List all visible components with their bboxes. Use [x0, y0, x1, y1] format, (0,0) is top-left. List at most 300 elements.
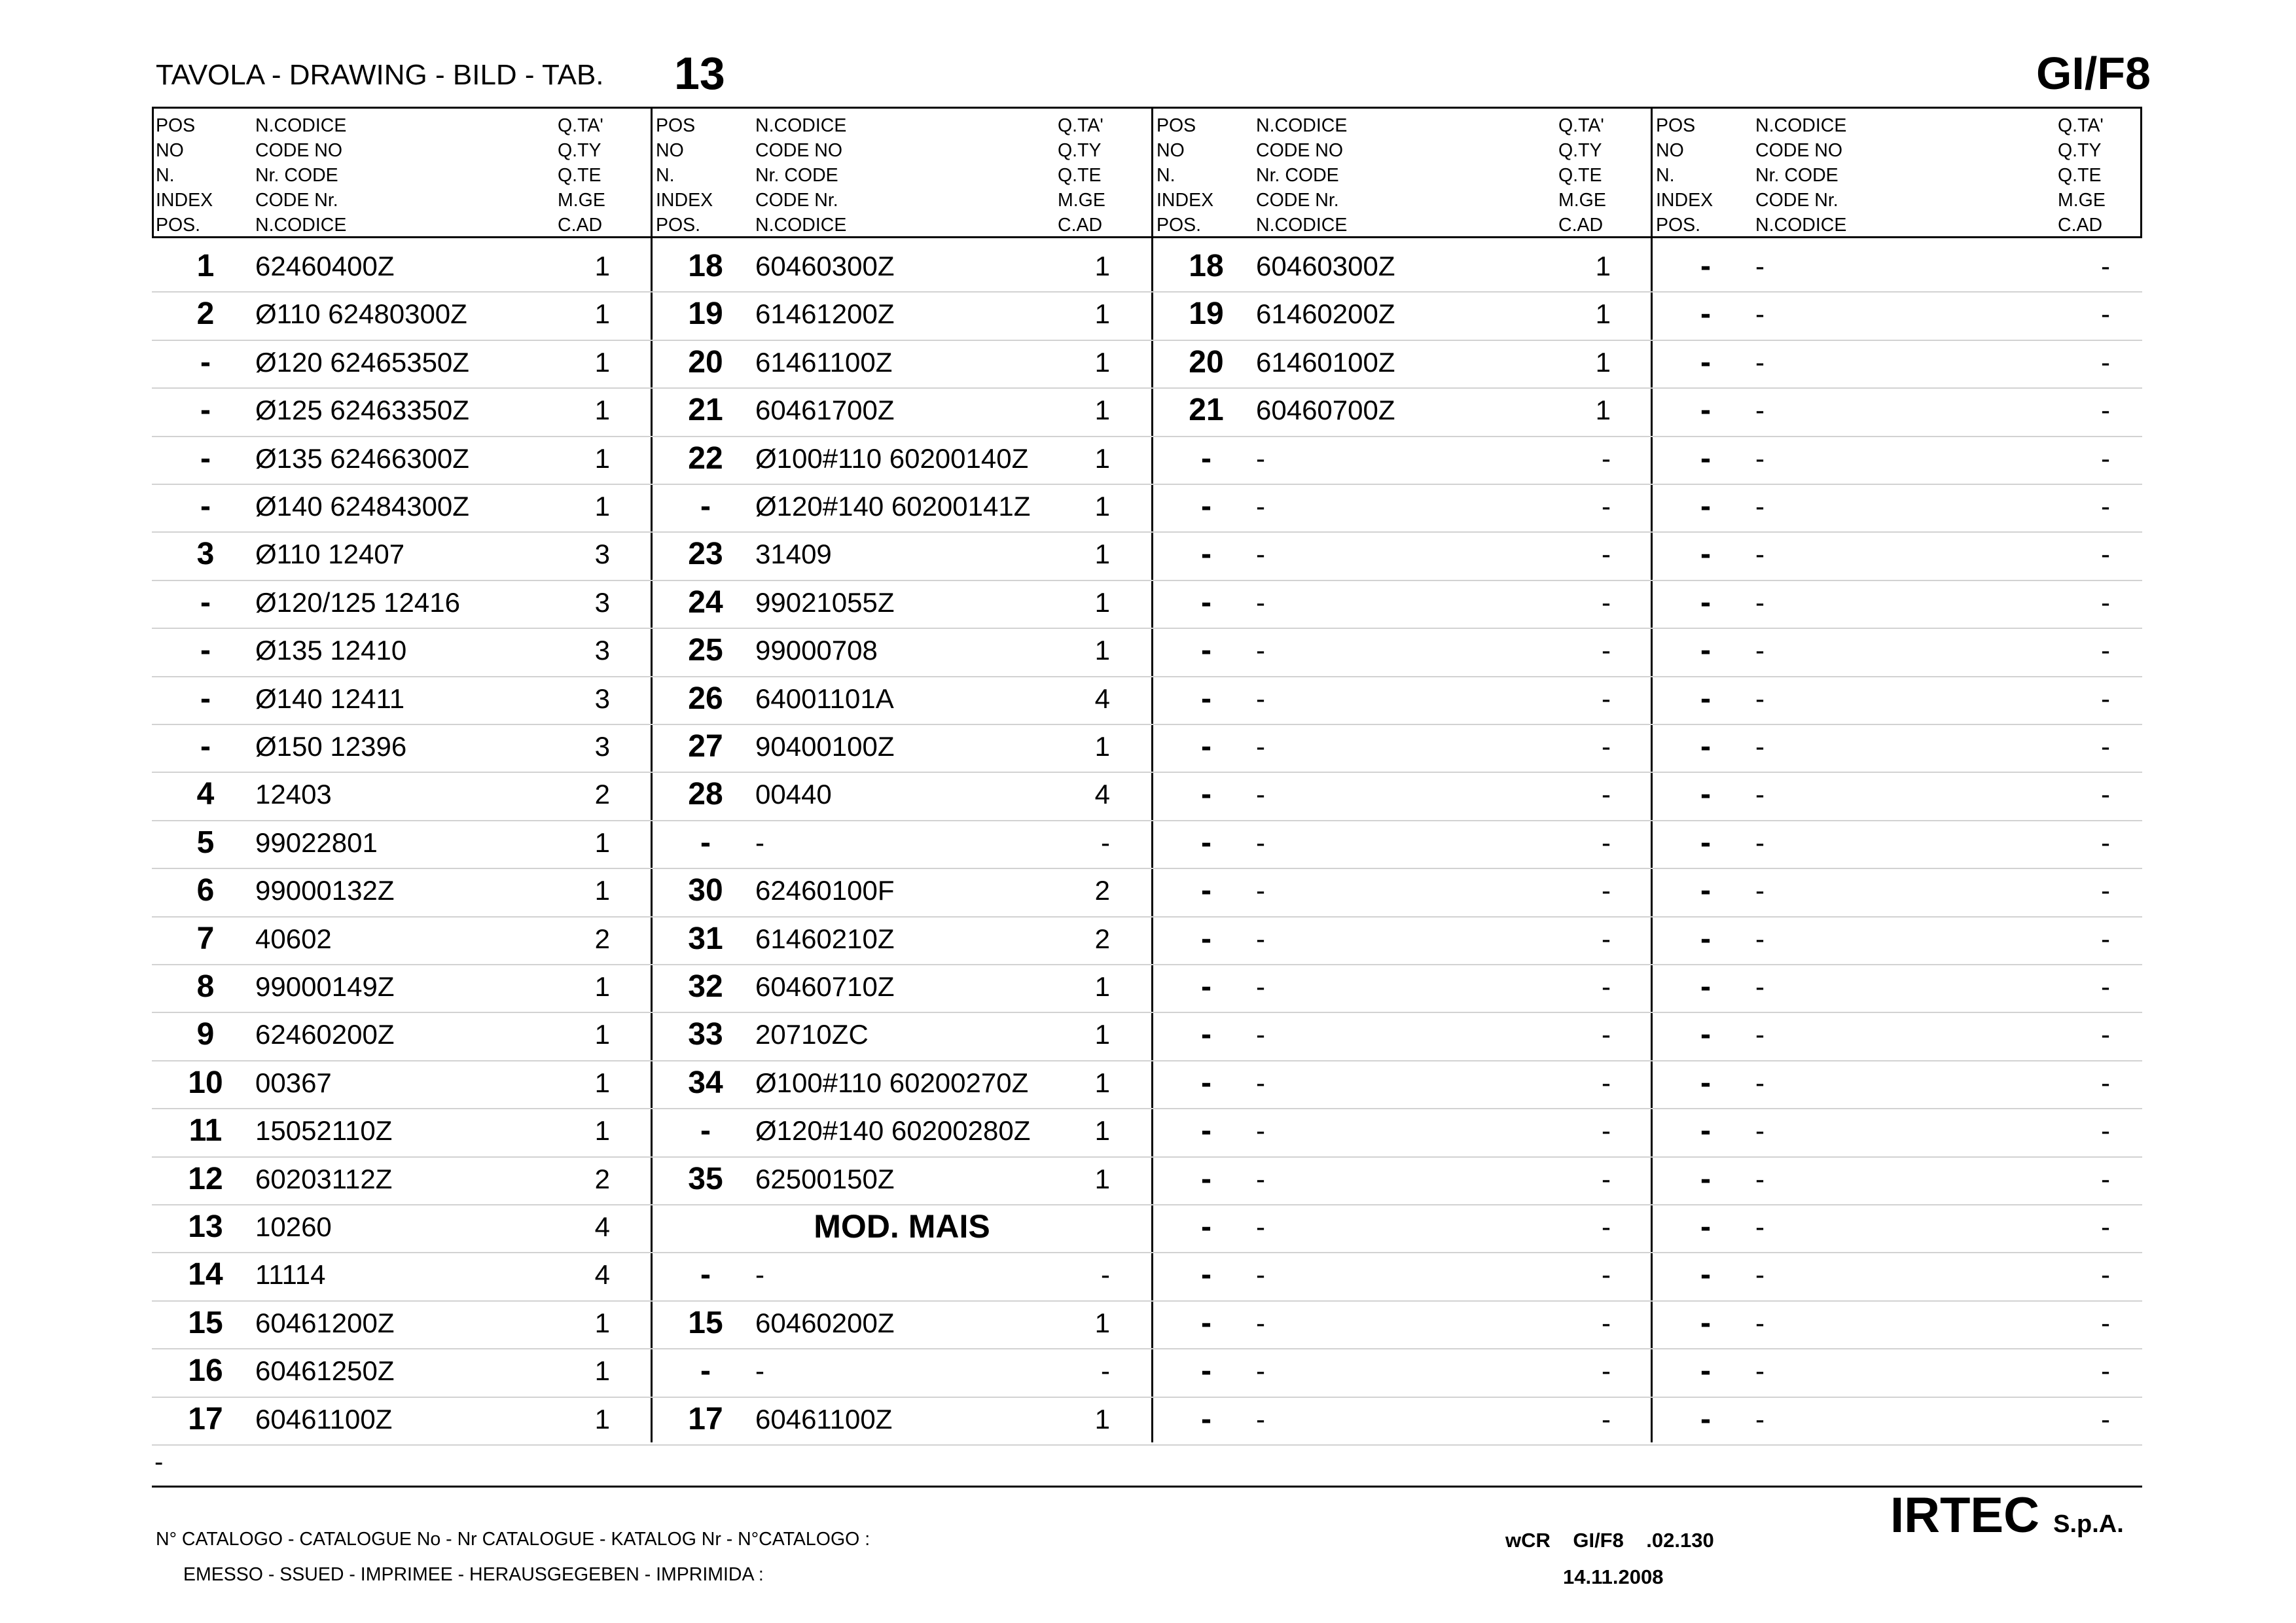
header-qty-label: Q.TE	[558, 165, 601, 186]
part-code: -	[1755, 1019, 1765, 1050]
part-code: 60461250Z	[255, 1355, 395, 1387]
position-number: 12	[188, 1161, 223, 1196]
position-number: 19	[1189, 296, 1224, 332]
header-code-label: N.CODICE	[1256, 115, 1348, 136]
header-code-labels	[1256, 113, 1347, 238]
part-code: -	[1256, 1355, 1265, 1387]
part-code: -	[755, 1355, 764, 1387]
header-qty-label: Q.TA'	[2058, 115, 2104, 136]
quantity: 1	[1094, 1163, 1110, 1194]
part-code: -	[1755, 251, 1765, 281]
part-code: -	[1755, 875, 1765, 906]
header-code-label: N.CODICE	[755, 115, 847, 136]
quantity: 1	[1595, 298, 1611, 330]
quantity: -	[2101, 1019, 2110, 1050]
header-pos-label: POS	[1656, 115, 1696, 136]
header-pos-label: N.	[1656, 165, 1675, 186]
part-code: -	[1755, 731, 1765, 762]
header-pos-label: INDEX	[1656, 190, 1713, 211]
quantity: -	[1602, 1307, 1611, 1338]
header-code-label: N.CODICE	[1256, 215, 1348, 236]
position-number: -	[200, 633, 211, 668]
part-code: -	[1256, 1163, 1265, 1194]
quantity: -	[1602, 442, 1611, 474]
quantity: -	[2101, 586, 2110, 618]
header-code-label: CODE Nr.	[255, 190, 338, 211]
part-code: -	[1256, 1307, 1265, 1338]
header-qty-label: M.GE	[2058, 190, 2106, 211]
quantity: -	[1602, 827, 1611, 858]
header-pos-labels	[656, 113, 713, 238]
part-code: -	[1755, 1259, 1765, 1291]
header-code-labels	[1755, 113, 1846, 238]
quantity: 3	[594, 683, 610, 714]
drawing-title-label: TAVOLA - DRAWING - BILD - TAB.	[156, 59, 604, 91]
header-qty-label: C.AD	[1058, 215, 1103, 236]
header-code-label: CODE Nr.	[1755, 190, 1839, 211]
part-code: 60460300Z	[1256, 251, 1395, 281]
header-code-label: N.CODICE	[1755, 115, 1847, 136]
company-logo	[1890, 1487, 2124, 1544]
quantity: -	[1602, 635, 1611, 666]
position-number: 30	[688, 873, 723, 908]
quantity: -	[1602, 491, 1611, 522]
position-number: 20	[688, 344, 723, 380]
quantity: 1	[594, 298, 610, 330]
part-code: -	[1256, 586, 1265, 618]
part-code: 62460200Z	[255, 1019, 395, 1050]
quantity: -	[1101, 1355, 1110, 1387]
header-code-label: N.CODICE	[755, 215, 847, 236]
quantity: 1	[1094, 1307, 1110, 1338]
quantity: -	[2101, 442, 2110, 474]
position-number: 22	[688, 440, 723, 476]
model-code: GI/F8	[2036, 48, 2151, 99]
quantity: 4	[1094, 683, 1110, 714]
row-separator	[152, 916, 2142, 918]
part-code: 31409	[755, 539, 832, 570]
quantity: 1	[594, 875, 610, 906]
position-number: -	[1700, 1257, 1711, 1293]
quantity: -	[2101, 827, 2110, 858]
part-code: 60203112Z	[255, 1163, 393, 1194]
part-code: 60461100Z	[755, 1403, 893, 1435]
header-code-label: N.CODICE	[1755, 215, 1847, 236]
position-number: -	[1700, 681, 1711, 716]
part-code: Ø110 12407	[255, 539, 405, 570]
quantity: 1	[1094, 971, 1110, 1002]
row-separator	[152, 676, 2142, 677]
position-number: 26	[688, 681, 723, 716]
quantity: -	[2101, 539, 2110, 570]
quantity: -	[1602, 1355, 1611, 1387]
quantity: -	[1602, 683, 1611, 714]
quantity: 1	[1094, 586, 1110, 618]
part-code: 61461200Z	[755, 298, 895, 330]
position-number: 34	[688, 1065, 723, 1100]
quantity: 1	[594, 395, 610, 426]
part-code: 15052110Z	[255, 1115, 393, 1147]
column-divider	[1651, 109, 1653, 1442]
quantity: -	[2101, 491, 2110, 522]
quantity: 1	[594, 827, 610, 858]
header-pos-label: NO	[156, 140, 184, 161]
part-code: 11114	[255, 1259, 326, 1291]
position-number: -	[1201, 584, 1211, 620]
position-number: -	[1201, 1113, 1211, 1149]
position-number: -	[1201, 1257, 1211, 1293]
header-pos-label: NO	[656, 140, 684, 161]
quantity: 1	[594, 1307, 610, 1338]
header-pos-label: NO	[1157, 140, 1185, 161]
position-number: 20	[1189, 344, 1224, 380]
position-number: 2	[196, 296, 215, 332]
position-number: -	[200, 681, 211, 716]
position-number: 10	[188, 1065, 223, 1100]
quantity: 1	[1094, 251, 1110, 281]
part-code: Ø120/125 12416	[255, 586, 460, 618]
part-code: -	[1256, 827, 1265, 858]
header-code-label: N.CODICE	[255, 115, 347, 136]
position-number: 32	[688, 969, 723, 1004]
header-qty-label: Q.TY	[558, 140, 601, 161]
position-number: -	[1700, 825, 1711, 860]
part-code: -	[755, 827, 764, 858]
header-qty-label: Q.TY	[1558, 140, 1602, 161]
row-separator	[152, 531, 2142, 533]
position-number: -	[1201, 873, 1211, 908]
quantity: -	[2101, 1211, 2110, 1242]
part-code: -	[1256, 1403, 1265, 1435]
quantity: 1	[594, 442, 610, 474]
position-number: -	[1700, 921, 1711, 956]
position-number: 24	[688, 584, 723, 620]
header-qty-label: M.GE	[558, 190, 605, 211]
header-qty-label: Q.TA'	[558, 115, 603, 136]
part-code: -	[1755, 491, 1765, 522]
quantity: -	[1101, 1259, 1110, 1291]
part-code: -	[1256, 539, 1265, 570]
quantity: 2	[594, 923, 610, 954]
position-number: 21	[1189, 393, 1224, 428]
part-code: Ø120 62465350Z	[255, 346, 469, 378]
part-code: Ø140 12411	[255, 683, 405, 714]
header-code-label: N.CODICE	[255, 215, 347, 236]
part-code: -	[1256, 1115, 1265, 1147]
header-pos-label: POS	[656, 115, 696, 136]
position-number: 1	[196, 249, 215, 283]
quantity: -	[1602, 539, 1611, 570]
position-number: -	[1201, 729, 1211, 764]
part-code: 60460300Z	[755, 251, 895, 281]
row-separator	[152, 772, 2142, 773]
quantity: 3	[594, 731, 610, 762]
position-number: 11	[188, 1113, 223, 1149]
position-number: -	[700, 489, 711, 524]
part-code: -	[1755, 1163, 1765, 1194]
position-number: 28	[688, 777, 723, 812]
part-code: Ø135 12410	[255, 635, 407, 666]
header-qty-label: Q.TE	[1058, 165, 1102, 186]
quantity: -	[2101, 1355, 2110, 1387]
part-code: Ø125 62463350Z	[255, 395, 469, 426]
position-number: 4	[196, 777, 215, 812]
quantity: 1	[1595, 395, 1611, 426]
header-code-label: Nr. CODE	[255, 165, 338, 186]
position-number: 31	[688, 921, 723, 956]
quantity: -	[2101, 971, 2110, 1002]
part-code: 99000708	[755, 635, 878, 666]
part-code: 60460710Z	[755, 971, 895, 1002]
position-number: -	[1700, 1113, 1711, 1149]
header-pos-label: POS.	[156, 215, 201, 236]
row-separator	[152, 868, 2142, 869]
header-qty-label: Q.TA'	[1058, 115, 1103, 136]
header-pos-label: POS.	[656, 215, 701, 236]
part-code: -	[1755, 1211, 1765, 1242]
quantity: 4	[594, 1211, 610, 1242]
row-separator	[152, 724, 2142, 725]
part-code: 62500150Z	[755, 1163, 895, 1194]
row-separator	[152, 820, 2142, 821]
position-number: -	[1700, 249, 1711, 283]
part-code: 60461200Z	[255, 1307, 395, 1338]
part-code: 61461100Z	[755, 346, 893, 378]
quantity: -	[2101, 298, 2110, 330]
part-code: -	[1755, 442, 1765, 474]
part-code: -	[1755, 1067, 1765, 1098]
quantity: -	[2101, 1115, 2110, 1147]
part-code: 64001101A	[755, 683, 894, 714]
header-pos-labels	[1157, 113, 1213, 238]
position-number: -	[1700, 969, 1711, 1004]
part-code: 60460200Z	[755, 1307, 895, 1338]
quantity: -	[1602, 586, 1611, 618]
quantity: -	[1602, 779, 1611, 810]
catalogue-label: N° CATALOGO - CATALOGUE No - Nr CATALOGUE - KATALOG Nr - N°CATALOGO :	[156, 1529, 870, 1550]
position-number: -	[1700, 1017, 1711, 1052]
quantity: 3	[594, 635, 610, 666]
position-number: -	[1700, 1401, 1711, 1436]
quantity: 1	[594, 1019, 610, 1050]
header-pos-label: N.	[1157, 165, 1175, 186]
position-number: -	[200, 344, 211, 380]
quantity: 3	[594, 539, 610, 570]
position-number: -	[1201, 1161, 1211, 1196]
part-code: -	[1755, 1307, 1765, 1338]
position-number: -	[1700, 777, 1711, 812]
position-number: -	[1700, 584, 1711, 620]
part-code: -	[1256, 635, 1265, 666]
footer-dash: -	[154, 1448, 164, 1476]
header-code-label: CODE NO	[1256, 140, 1344, 161]
position-number: 33	[688, 1017, 723, 1052]
header-code-label: Nr. CODE	[1256, 165, 1339, 186]
part-code: -	[1256, 1019, 1265, 1050]
part-code: -	[1755, 586, 1765, 618]
quantity: 2	[594, 1163, 610, 1194]
header-pos-label: NO	[1656, 140, 1684, 161]
position-number: -	[700, 825, 711, 860]
part-code: -	[1256, 779, 1265, 810]
position-number: -	[1700, 1209, 1711, 1244]
quantity: 1	[594, 1067, 610, 1098]
part-code: Ø140 62484300Z	[255, 491, 469, 522]
position-number: -	[1201, 969, 1211, 1004]
part-code: -	[1256, 1211, 1265, 1242]
header-pos-labels	[156, 113, 213, 238]
quantity: 1	[594, 346, 610, 378]
part-code: 40602	[255, 923, 332, 954]
part-code: -	[1755, 827, 1765, 858]
position-number: 17	[188, 1401, 223, 1436]
part-code: 62460400Z	[255, 251, 395, 281]
position-number: -	[1201, 1017, 1211, 1052]
quantity: 4	[1094, 779, 1110, 810]
position-number: 21	[688, 393, 723, 428]
part-code: Ø120#140 60200280Z	[755, 1115, 1031, 1147]
position-number: -	[200, 729, 211, 764]
header-qty-label: C.AD	[2058, 215, 2103, 236]
quantity: 4	[594, 1259, 610, 1291]
part-code: 00367	[255, 1067, 332, 1098]
position-number: -	[1201, 440, 1211, 476]
part-code: -	[1256, 731, 1265, 762]
footer-divider	[152, 1486, 2142, 1488]
part-code: -	[1256, 971, 1265, 1002]
position-number: -	[700, 1113, 711, 1149]
header-qty-label: C.AD	[558, 215, 603, 236]
part-code: -	[755, 1259, 764, 1291]
position-number: -	[200, 584, 211, 620]
position-number: -	[1700, 1065, 1711, 1100]
position-number: -	[1201, 1065, 1211, 1100]
quantity: 1	[1094, 731, 1110, 762]
header-pos-label: N.	[656, 165, 675, 186]
quantity: -	[2101, 1067, 2110, 1098]
part-code: -	[1256, 923, 1265, 954]
position-number: 25	[688, 633, 723, 668]
quantity: -	[2101, 1403, 2110, 1435]
quantity: 1	[1595, 251, 1611, 281]
header-code-label: CODE NO	[1755, 140, 1843, 161]
quantity: -	[2101, 346, 2110, 378]
header-code-label: Nr. CODE	[755, 165, 838, 186]
quantity: 2	[594, 779, 610, 810]
header-pos-label: POS.	[1157, 215, 1202, 236]
header-pos-labels	[1656, 113, 1713, 238]
position-number: -	[1700, 489, 1711, 524]
part-code: 60461100Z	[255, 1403, 393, 1435]
position-number: 5	[196, 825, 215, 860]
position-number: 17	[688, 1401, 723, 1436]
header-qty-label: C.AD	[1558, 215, 1604, 236]
issue-date: 14.11.2008	[1563, 1565, 1664, 1588]
part-code: -	[1755, 683, 1765, 714]
header-code-label: CODE NO	[755, 140, 843, 161]
position-number: -	[1700, 1353, 1711, 1389]
part-code: -	[1755, 395, 1765, 426]
part-code: -	[1755, 971, 1765, 1002]
issued-label: EMESSO - SSUED - IMPRIMEE - HERAUSGEGEBEN - IMPRIMIDA :	[183, 1564, 764, 1585]
position-number: 35	[688, 1161, 723, 1196]
position-number: -	[200, 440, 211, 476]
quantity: -	[1602, 875, 1611, 906]
position-number: -	[1201, 537, 1211, 572]
row-separator	[152, 1397, 2142, 1398]
quantity: -	[2101, 635, 2110, 666]
quantity: -	[2101, 779, 2110, 810]
position-number: 23	[688, 537, 723, 572]
part-code: 62460100F	[755, 875, 895, 906]
catalogue-number: wCR GI/F8 .02.130	[1505, 1529, 1714, 1552]
quantity: -	[2101, 251, 2110, 281]
header-qty-label: Q.TA'	[1558, 115, 1604, 136]
header-qty-label: Q.TY	[1058, 140, 1102, 161]
header-pos-label: POS	[156, 115, 196, 136]
part-code: -	[1256, 1067, 1265, 1098]
part-code: 10260	[255, 1211, 332, 1242]
part-code: -	[1755, 779, 1765, 810]
row-separator	[152, 1348, 2142, 1349]
quantity: 1	[594, 1115, 610, 1147]
position-number: -	[1700, 633, 1711, 668]
position-number: 18	[1189, 249, 1224, 283]
position-number: 16	[188, 1353, 223, 1389]
header-pos-label: POS	[1157, 115, 1196, 136]
part-code: 12403	[255, 779, 332, 810]
position-number: 18	[688, 249, 723, 283]
part-code: -	[1256, 1259, 1265, 1291]
part-code: Ø135 62466300Z	[255, 442, 469, 474]
position-number: 13	[188, 1209, 223, 1244]
row-separator	[152, 1108, 2142, 1109]
header-qty-label: Q.TE	[1558, 165, 1602, 186]
header-qty-label: M.GE	[1558, 190, 1606, 211]
part-code: -	[1755, 1355, 1765, 1387]
quantity: 1	[594, 251, 610, 281]
part-code: -	[1755, 346, 1765, 378]
header-qty-labels	[1058, 113, 1105, 238]
header-pos-label: N.	[156, 165, 175, 186]
header-qty-label: Q.TE	[2058, 165, 2102, 186]
quantity: -	[1602, 731, 1611, 762]
position-number: -	[1700, 393, 1711, 428]
quantity: -	[1602, 1115, 1611, 1147]
quantity: 1	[1094, 395, 1110, 426]
part-code: -	[1755, 1403, 1765, 1435]
position-number: -	[1201, 489, 1211, 524]
position-number: -	[1700, 1161, 1711, 1196]
part-code: -	[1256, 442, 1265, 474]
quantity: 2	[1094, 923, 1110, 954]
quantity: 3	[594, 586, 610, 618]
part-code: 99022801	[255, 827, 378, 858]
part-code: -	[1755, 298, 1765, 330]
quantity: 1	[1094, 1115, 1110, 1147]
position-number: -	[1700, 729, 1711, 764]
section-heading: MOD. MAIS	[814, 1208, 990, 1245]
quantity: 1	[594, 1355, 610, 1387]
position-number: 14	[188, 1257, 223, 1293]
quantity: -	[1602, 1067, 1611, 1098]
part-code: Ø100#110 60200270Z	[755, 1067, 1029, 1098]
quantity: -	[1101, 827, 1110, 858]
quantity: 1	[1094, 346, 1110, 378]
quantity: 1	[1094, 1019, 1110, 1050]
position-number: -	[1700, 873, 1711, 908]
position-number: -	[1201, 1209, 1211, 1244]
